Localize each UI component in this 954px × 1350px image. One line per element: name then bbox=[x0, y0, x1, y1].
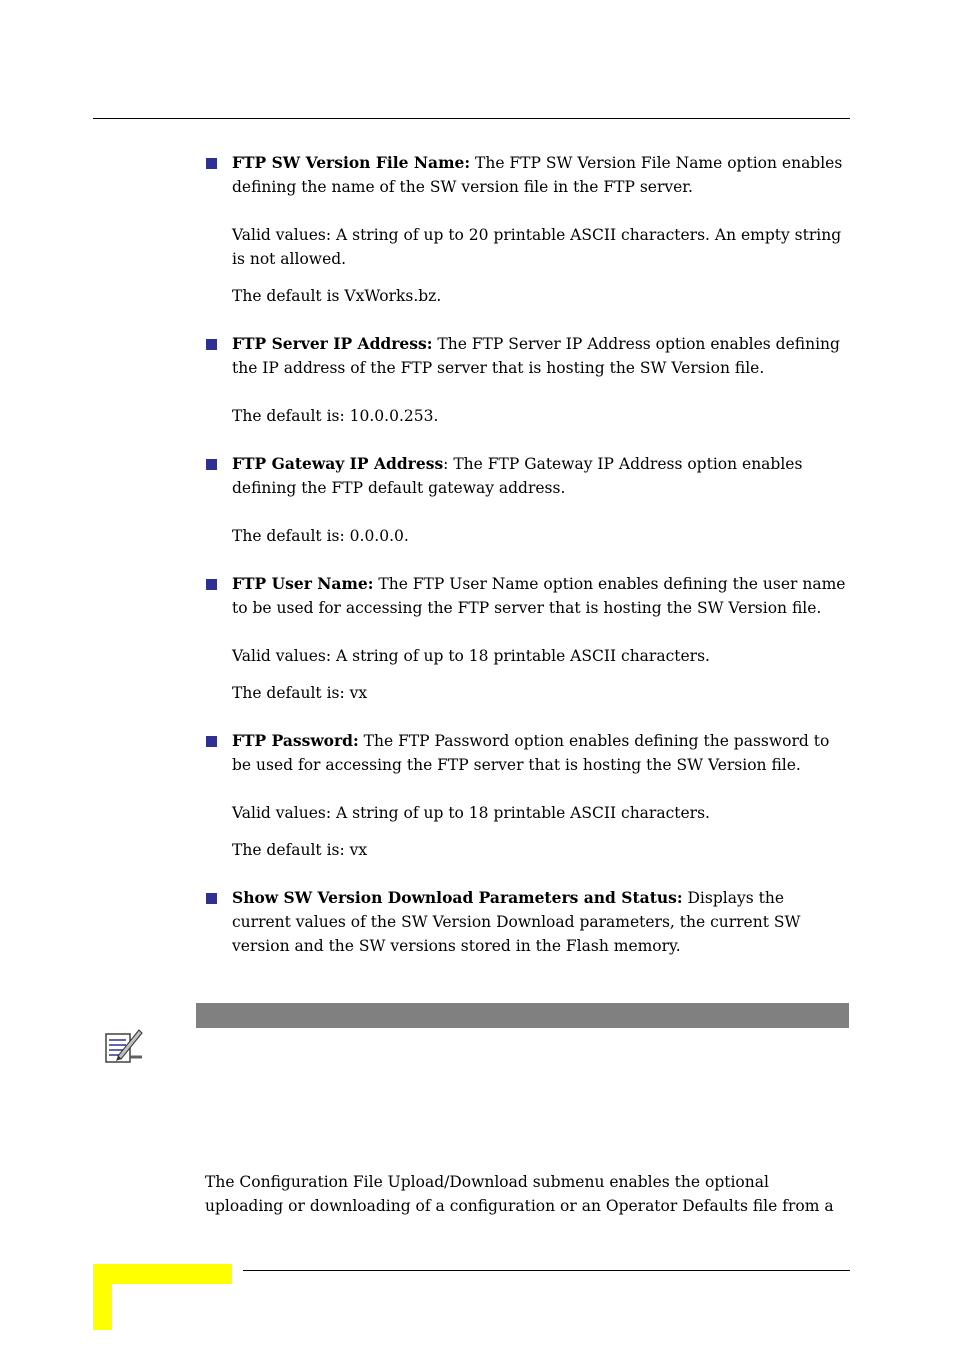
list-item-ftp-sw-version-file-name bbox=[232, 151, 846, 199]
footer-rule bbox=[243, 1270, 850, 1271]
item-valid-values: Valid values: A string of up to 18 printable ASCII characters. bbox=[232, 647, 710, 665]
item-term: FTP Gateway IP Address bbox=[232, 454, 444, 473]
note-header-bar bbox=[196, 1003, 849, 1028]
square-bullet-icon bbox=[206, 339, 217, 350]
square-bullet-icon bbox=[206, 893, 217, 904]
item-default: The default is: 10.0.0.253. bbox=[232, 407, 439, 425]
item-term: Show SW Version Download Parameters and Status: bbox=[232, 888, 683, 907]
footer-accent-bar bbox=[93, 1264, 232, 1284]
item-term: FTP Password: bbox=[232, 731, 359, 750]
item-text bbox=[232, 151, 846, 199]
square-bullet-icon bbox=[206, 736, 217, 747]
item-text bbox=[232, 452, 846, 500]
item-description: : The FTP Gateway IP Address option enables defining the FTP default gateway address. bbox=[232, 455, 803, 497]
item-term: FTP Server IP Address: bbox=[232, 334, 433, 353]
square-bullet-icon bbox=[206, 158, 217, 169]
item-term: FTP SW Version File Name: bbox=[232, 153, 471, 172]
item-description: The FTP Password option enables defining the password to be used for accessing the FTP server that is hosting the SW Version file. bbox=[232, 732, 830, 774]
item-text bbox=[232, 332, 846, 380]
item-text bbox=[232, 729, 846, 777]
item-default: The default is: 0.0.0.0. bbox=[232, 527, 409, 545]
note-pencil-icon bbox=[104, 1026, 144, 1064]
body-paragraph: The Configuration File Upload/Download submenu enables the optional uploading or downloading of a configuration or an Operator Defaults file from a bbox=[205, 1173, 834, 1215]
footer-accent-bar-vertical bbox=[93, 1264, 112, 1330]
list-item-ftp-gateway-ip-address bbox=[232, 452, 846, 500]
item-valid-values: Valid values: A string of up to 20 printable ASCII characters. An empty string is not allowed. bbox=[232, 226, 842, 268]
item-text bbox=[232, 886, 846, 958]
list-item-show-sw-version-download bbox=[232, 886, 846, 958]
item-term: FTP User Name: bbox=[232, 574, 374, 593]
item-description: The FTP Server IP Address option enables defining the IP address of the FTP server that is hosting the SW Version file. bbox=[232, 335, 840, 377]
square-bullet-icon bbox=[206, 459, 217, 470]
item-description: The FTP User Name option enables defining the user name to be used for accessing the FTP server that is hosting the SW Version file. bbox=[232, 575, 846, 617]
header-rule bbox=[93, 118, 850, 119]
list-item-ftp-server-ip-address bbox=[232, 332, 846, 380]
item-default: The default is: vx bbox=[232, 684, 368, 702]
list-item-ftp-password bbox=[232, 729, 846, 777]
item-text bbox=[232, 572, 846, 620]
item-valid-values: Valid values: A string of up to 18 printable ASCII characters. bbox=[232, 804, 710, 822]
item-default: The default is VxWorks.bz. bbox=[232, 287, 442, 305]
item-default: The default is: vx bbox=[232, 841, 368, 859]
item-description: The FTP SW Version File Name option enables defining the name of the SW version file in the FTP server. bbox=[232, 154, 843, 196]
item-description: Displays the current values of the SW Version Download parameters, the current SW version and the SW versions stored in the Flash memory. bbox=[232, 889, 801, 955]
square-bullet-icon bbox=[206, 579, 217, 590]
list-item-ftp-user-name bbox=[232, 572, 846, 620]
